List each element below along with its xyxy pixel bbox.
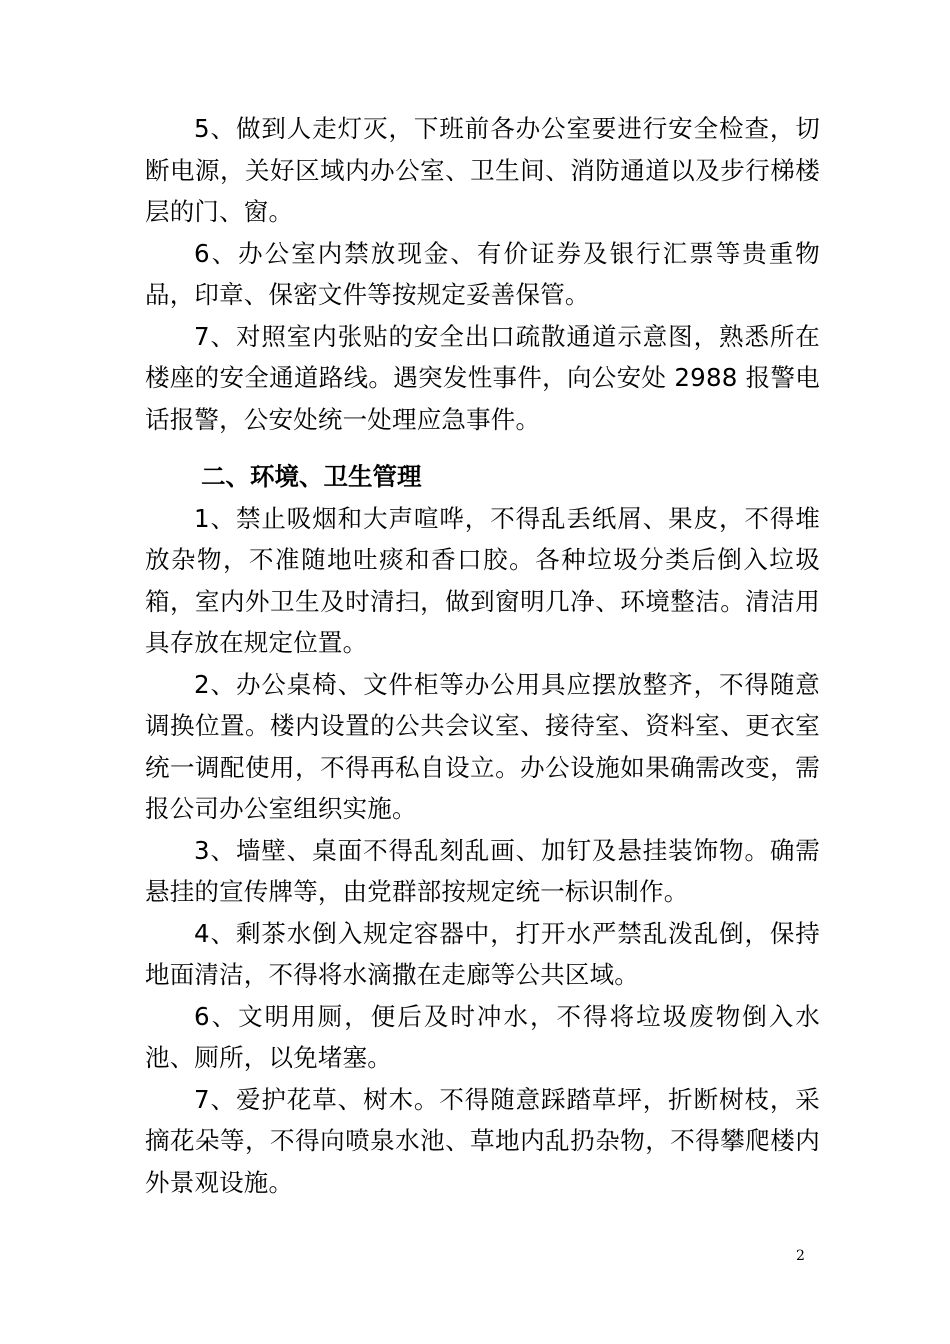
paragraph-hygiene-4: 4、剩茶水倒入规定容器中，打开水严禁乱泼乱倒，保持地面清洁，不得将水滴撒在走廊等公共区域。 [145, 918, 820, 989]
paragraph-safety-6: 6、办公室内禁放现金、有价证券及银行汇票等贵重物品，印章、保密文件等按规定妥善保管。 [145, 238, 820, 309]
paragraph-safety-5: 5、做到人走灯灭，下班前各办公室要进行安全检查，切断电源，关好区域内办公室、卫生间、消防通道以及步行梯楼层的门、窗。 [145, 114, 820, 226]
document-body [145, 108, 820, 1203]
paragraph-hygiene-1: 1、禁止吸烟和大声喧哗，不得乱丢纸屑、果皮，不得堆放杂物，不准随地吐痰和香口胶。各种垃圾分类后倒入垃圾箱，室内外卫生及时清扫，做到窗明几净、环境整洁。清洁用具存放在规定位置。 [145, 503, 820, 657]
paragraph-hygiene-2: 2、办公桌椅、文件柜等办公用具应摆放整齐，不得随意调换位置。楼内设置的公共会议室、接待室、资料室、更衣室统一调配使用，不得再私自设立。办公设施如果确需改变，需报公司办公室组织实施。 [145, 669, 820, 823]
page-number: 2 [796, 1248, 805, 1264]
section-heading-environment-hygiene: 二、环境、卫生管理 [201, 462, 422, 491]
paragraph-hygiene-3: 3、墙壁、桌面不得乱刻乱画、加钉及悬挂装饰物。确需悬挂的宣传牌等，由党群部按规定统一标识制作。 [145, 835, 820, 906]
paragraph-hygiene-7: 7、爱护花草、树木。不得随意踩踏草坪，折断树枝，采摘花朵等，不得向喷泉水池、草地内乱扔杂物，不得攀爬楼内外景观设施。 [145, 1084, 820, 1197]
paragraph-safety-7: 7、对照室内张贴的安全出口疏散通道示意图，熟悉所在楼座的安全通道路线。遇突发性事件，向公安处 2988 报警电话报警，公安处统一处理应急事件。 [145, 321, 820, 434]
paragraph-hygiene-6: 6、文明用厕，便后及时冲水，不得将垃圾废物倒入水池、厕所，以免堵塞。 [145, 1001, 820, 1072]
